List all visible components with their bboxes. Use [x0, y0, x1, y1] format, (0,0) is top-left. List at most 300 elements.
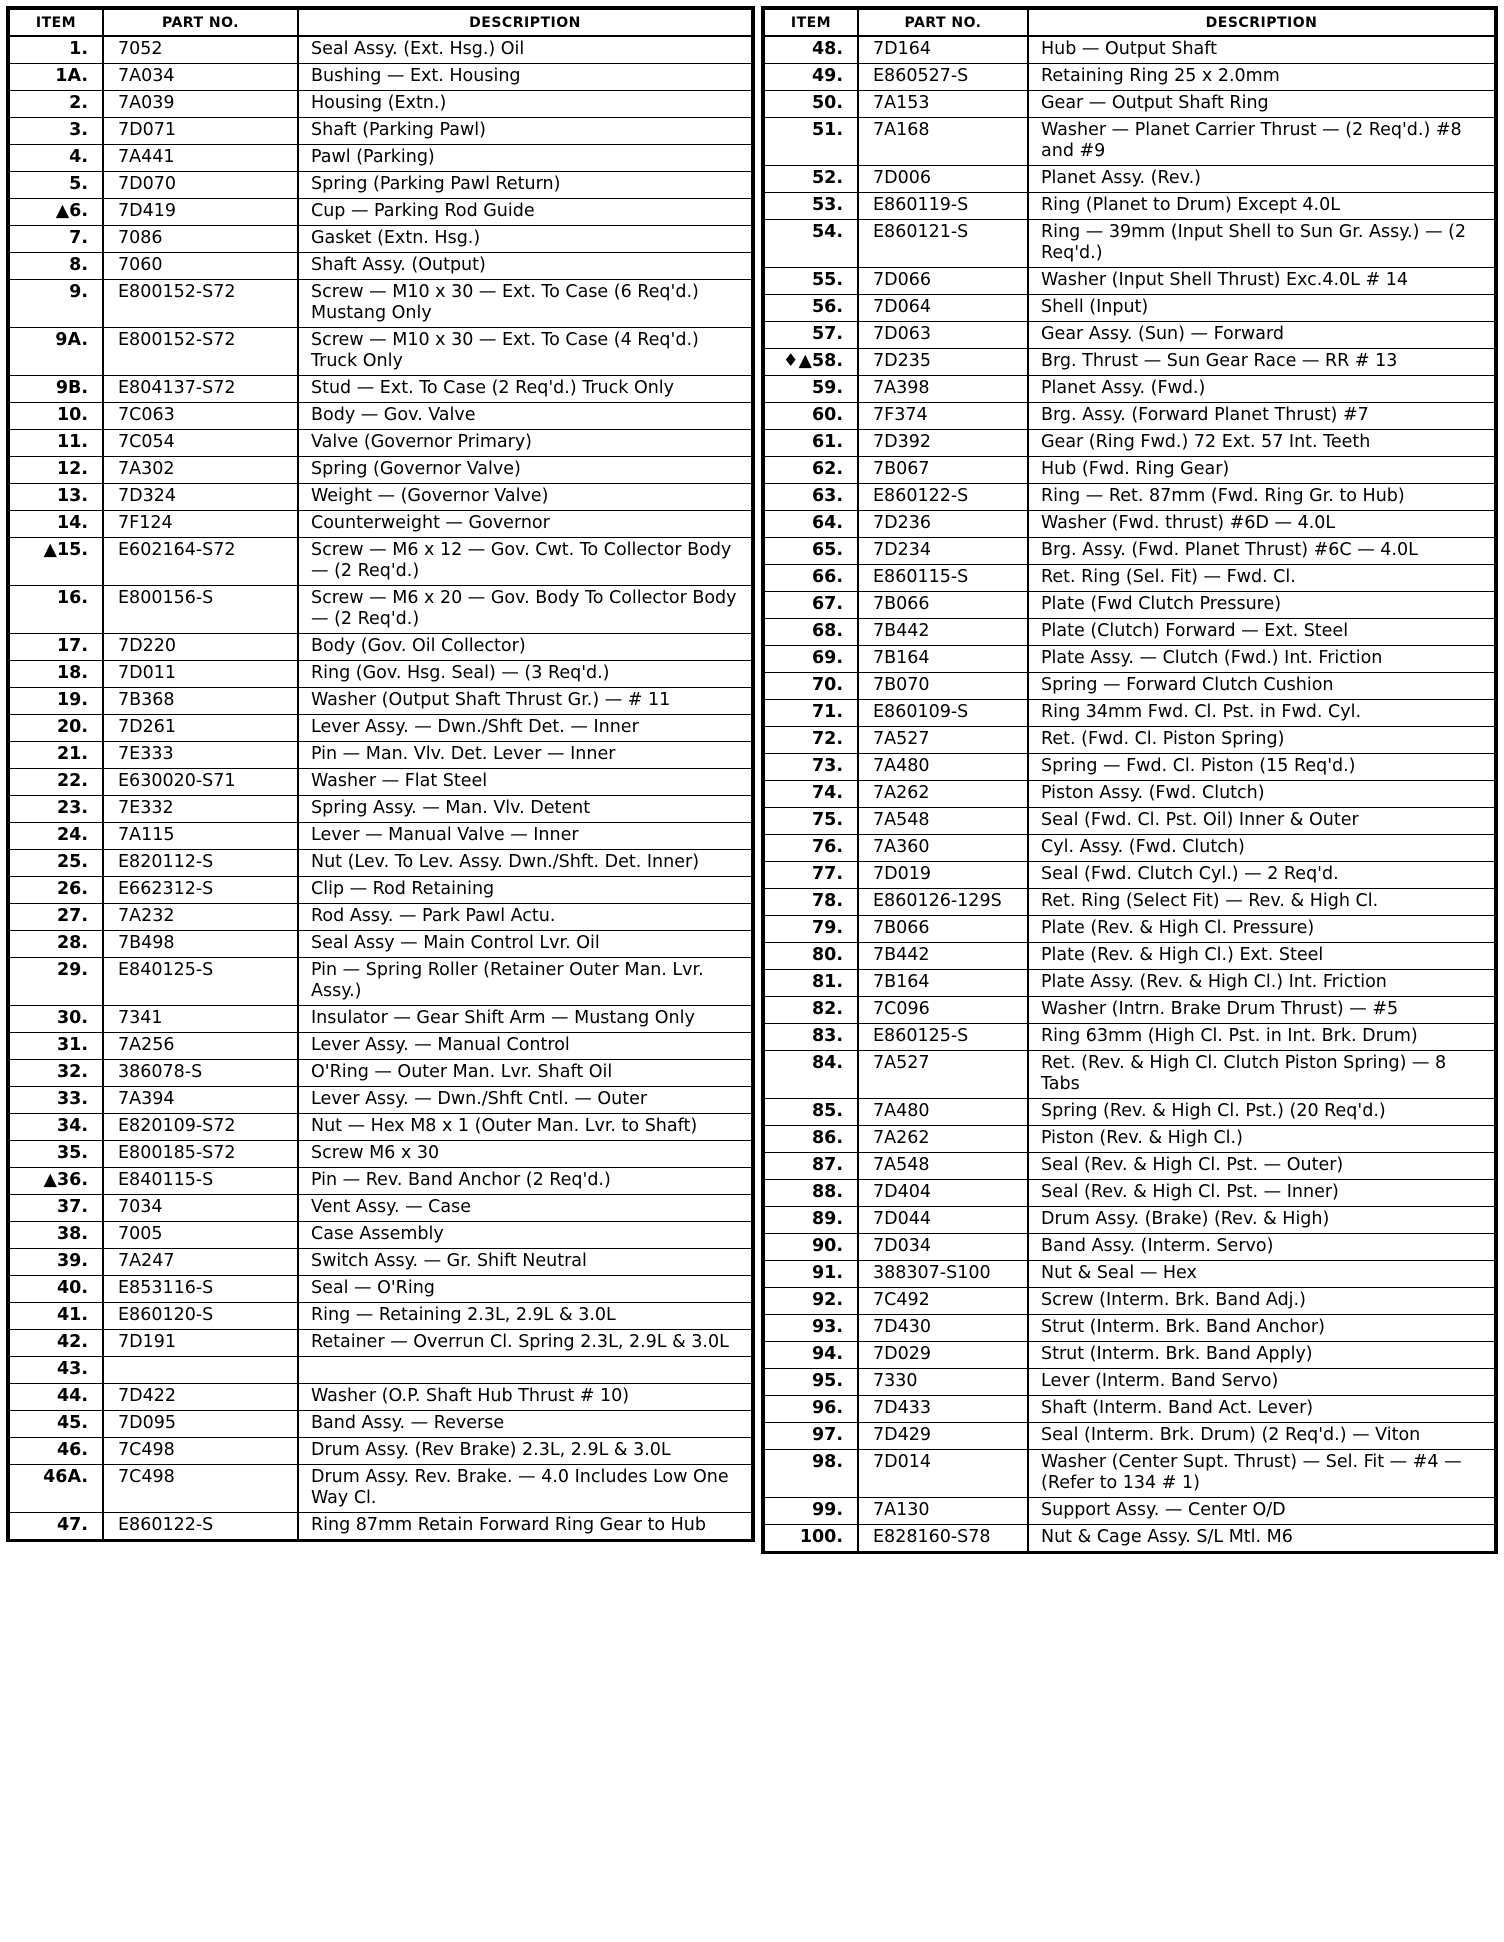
- item-cell: 51.: [764, 118, 858, 166]
- table-row: [764, 1207, 1495, 1234]
- description-cell: Nut (Lev. To Lev. Assy. Dwn./Shft. Det. Inner): [298, 850, 752, 877]
- table-row: [764, 997, 1495, 1024]
- item-cell: 57.: [764, 322, 858, 349]
- description-cell: Seal (Rev. & High Cl. Pst. — Outer): [1028, 1153, 1495, 1180]
- table-row: [764, 484, 1495, 511]
- description-cell: Gasket (Extn. Hsg.): [298, 226, 752, 253]
- description-cell: Cup — Parking Rod Guide: [298, 199, 752, 226]
- description-cell: Seal Assy — Main Control Lvr. Oil: [298, 931, 752, 958]
- part-no-cell: E840125-S: [103, 958, 298, 1006]
- table-row: [764, 754, 1495, 781]
- description-cell: Washer (Center Supt. Thrust) — Sel. Fit — #4 — (Refer to 134 # 1): [1028, 1450, 1495, 1498]
- description-cell: Rod Assy. — Park Pawl Actu.: [298, 904, 752, 931]
- item-cell: 97.: [764, 1423, 858, 1450]
- description-cell: Brg. Assy. (Fwd. Planet Thrust) #6C — 4.0L: [1028, 538, 1495, 565]
- table-row: [9, 715, 752, 742]
- table-row: [764, 322, 1495, 349]
- item-cell: 11.: [9, 430, 103, 457]
- item-cell: 28.: [9, 931, 103, 958]
- description-cell: Ring (Planet to Drum) Except 4.0L: [1028, 193, 1495, 220]
- item-cell: 27.: [9, 904, 103, 931]
- table-row: [764, 1450, 1495, 1498]
- description-cell: Body (Gov. Oil Collector): [298, 634, 752, 661]
- part-no-cell: 7C063: [103, 403, 298, 430]
- part-no-cell: 7D261: [103, 715, 298, 742]
- item-cell: 98.: [764, 1450, 858, 1498]
- item-cell: 63.: [764, 484, 858, 511]
- item-cell: ▲36.: [9, 1168, 103, 1195]
- part-no-cell: 7D236: [858, 511, 1028, 538]
- description-cell: Seal (Fwd. Clutch Cyl.) — 2 Req'd.: [1028, 862, 1495, 889]
- description-cell: Drum Assy. (Brake) (Rev. & High): [1028, 1207, 1495, 1234]
- table-row: [764, 835, 1495, 862]
- item-cell: 73.: [764, 754, 858, 781]
- part-no-cell: 7B164: [858, 646, 1028, 673]
- item-cell: 46.: [9, 1438, 103, 1465]
- description-cell: Ring — Ret. 87mm (Fwd. Ring Gr. to Hub): [1028, 484, 1495, 511]
- description-cell: Ring — Retaining 2.3L, 2.9L & 3.0L: [298, 1303, 752, 1330]
- part-no-cell: 7D433: [858, 1396, 1028, 1423]
- description-cell: Plate Assy. — Clutch (Fwd.) Int. Friction: [1028, 646, 1495, 673]
- table-row: [764, 268, 1495, 295]
- part-no-cell: 7A527: [858, 1051, 1028, 1099]
- item-cell: 69.: [764, 646, 858, 673]
- item-cell: 31.: [9, 1033, 103, 1060]
- part-no-cell: E804137-S72: [103, 376, 298, 403]
- part-no-cell: 7A115: [103, 823, 298, 850]
- item-cell: 44.: [9, 1384, 103, 1411]
- item-cell: 42.: [9, 1330, 103, 1357]
- part-no-cell: 7A034: [103, 64, 298, 91]
- part-no-cell: E860126-129S: [858, 889, 1028, 916]
- description-cell: Retainer — Overrun Cl. Spring 2.3L, 2.9L & 3.0L: [298, 1330, 752, 1357]
- table-row: [9, 823, 752, 850]
- part-no-cell: 7B066: [858, 592, 1028, 619]
- item-cell: 82.: [764, 997, 858, 1024]
- description-cell: Nut & Seal — Hex: [1028, 1261, 1495, 1288]
- item-cell: 37.: [9, 1195, 103, 1222]
- description-cell: Hub — Output Shaft: [1028, 36, 1495, 64]
- table-row: [9, 118, 752, 145]
- part-no-cell: 7A262: [858, 1126, 1028, 1153]
- description-cell: Nut & Cage Assy. S/L Mtl. M6: [1028, 1525, 1495, 1552]
- table-row: [764, 673, 1495, 700]
- part-no-cell: 7D063: [858, 322, 1028, 349]
- item-cell: 35.: [9, 1141, 103, 1168]
- part-no-cell: 7D422: [103, 1384, 298, 1411]
- description-cell: Plate (Rev. & High Cl.) Ext. Steel: [1028, 943, 1495, 970]
- part-no-cell: 7D234: [858, 538, 1028, 565]
- table-row: [9, 769, 752, 796]
- item-cell: 12.: [9, 457, 103, 484]
- description-cell: Ret. (Fwd. Cl. Piston Spring): [1028, 727, 1495, 754]
- part-no-cell: 7C054: [103, 430, 298, 457]
- part-no-cell: 7D071: [103, 118, 298, 145]
- description-cell: Strut (Interm. Brk. Band Anchor): [1028, 1315, 1495, 1342]
- description-cell: Insulator — Gear Shift Arm — Mustang Only: [298, 1006, 752, 1033]
- item-cell: 46A.: [9, 1465, 103, 1513]
- description-cell: Ret. Ring (Select Fit) — Rev. & High Cl.: [1028, 889, 1495, 916]
- part-no-cell: 7B066: [858, 916, 1028, 943]
- item-cell: 18.: [9, 661, 103, 688]
- part-no-cell: 7D029: [858, 1342, 1028, 1369]
- table-row: [9, 1114, 752, 1141]
- item-cell: 40.: [9, 1276, 103, 1303]
- item-cell: 10.: [9, 403, 103, 430]
- part-no-cell: 7A168: [858, 118, 1028, 166]
- table-row: [764, 1261, 1495, 1288]
- item-cell: 80.: [764, 943, 858, 970]
- table-row: [9, 1141, 752, 1168]
- description-cell: Bushing — Ext. Housing: [298, 64, 752, 91]
- table-row: [764, 538, 1495, 565]
- part-no-cell: 7B070: [858, 673, 1028, 700]
- description-cell: Weight — (Governor Valve): [298, 484, 752, 511]
- part-no-cell: 7330: [858, 1369, 1028, 1396]
- table-row: [764, 1315, 1495, 1342]
- item-cell: 49.: [764, 64, 858, 91]
- part-no-cell: 7086: [103, 226, 298, 253]
- description-cell: Seal (Interm. Brk. Drum) (2 Req'd.) — Viton: [1028, 1423, 1495, 1450]
- table-header-row: [9, 9, 752, 36]
- part-no-cell: E860121-S: [858, 220, 1028, 268]
- item-cell: 52.: [764, 166, 858, 193]
- item-cell: 68.: [764, 619, 858, 646]
- description-cell: Ring — 39mm (Input Shell to Sun Gr. Assy.) — (2 Req'd.): [1028, 220, 1495, 268]
- item-cell: 95.: [764, 1369, 858, 1396]
- part-no-cell: 7D014: [858, 1450, 1028, 1498]
- table-row: [9, 1330, 752, 1357]
- part-no-cell: 7A039: [103, 91, 298, 118]
- table-row: [9, 931, 752, 958]
- table-row: [9, 1438, 752, 1465]
- part-no-cell: 7F374: [858, 403, 1028, 430]
- item-cell: 74.: [764, 781, 858, 808]
- item-cell: 75.: [764, 808, 858, 835]
- table-row: [9, 1513, 752, 1540]
- table-row: [764, 592, 1495, 619]
- description-cell: Washer (Output Shaft Thrust Gr.) — # 11: [298, 688, 752, 715]
- part-no-cell: 7A548: [858, 808, 1028, 835]
- description-cell: Lever Assy. — Dwn./Shft Det. — Inner: [298, 715, 752, 742]
- item-cell: 5.: [9, 172, 103, 199]
- table-row: [9, 742, 752, 769]
- table-row: [9, 226, 752, 253]
- item-cell: 30.: [9, 1006, 103, 1033]
- table-row: [9, 1060, 752, 1087]
- description-cell: Seal — O'Ring: [298, 1276, 752, 1303]
- part-no-cell: 7D430: [858, 1315, 1028, 1342]
- description-cell: Lever Assy. — Manual Control: [298, 1033, 752, 1060]
- description-cell: Screw — M6 x 12 — Gov. Cwt. To Collector Body — (2 Req'd.): [298, 538, 752, 586]
- description-cell: Hub (Fwd. Ring Gear): [1028, 457, 1495, 484]
- part-no-cell: E853116-S: [103, 1276, 298, 1303]
- part-no-cell: 7A441: [103, 145, 298, 172]
- part-no-cell: E860109-S: [858, 700, 1028, 727]
- table-row: [764, 1180, 1495, 1207]
- item-cell: 55.: [764, 268, 858, 295]
- description-cell: Pin — Spring Roller (Retainer Outer Man. Lvr. Assy.): [298, 958, 752, 1006]
- item-cell: 83.: [764, 1024, 858, 1051]
- item-cell: 56.: [764, 295, 858, 322]
- item-cell: 70.: [764, 673, 858, 700]
- part-no-cell: 7D011: [103, 661, 298, 688]
- table-row: [764, 1234, 1495, 1261]
- description-cell: Spring (Governor Valve): [298, 457, 752, 484]
- table-row: [764, 808, 1495, 835]
- table-row: [764, 64, 1495, 91]
- table-row: [764, 916, 1495, 943]
- part-no-cell: 7D164: [858, 36, 1028, 64]
- part-no-cell: E800152-S72: [103, 280, 298, 328]
- header-item: ITEM: [9, 9, 103, 36]
- item-cell: 8.: [9, 253, 103, 280]
- part-no-cell: 7052: [103, 36, 298, 64]
- table-row: [764, 943, 1495, 970]
- description-cell: Drum Assy. Rev. Brake. — 4.0 Includes Low One Way Cl.: [298, 1465, 752, 1513]
- table-row: [9, 877, 752, 904]
- item-cell: ▲6.: [9, 199, 103, 226]
- description-cell: Washer (Fwd. thrust) #6D — 4.0L: [1028, 511, 1495, 538]
- description-cell: Ret. Ring (Sel. Fit) — Fwd. Cl.: [1028, 565, 1495, 592]
- description-cell: Lever (Interm. Band Servo): [1028, 1369, 1495, 1396]
- part-no-cell: 7D220: [103, 634, 298, 661]
- table-row: [9, 904, 752, 931]
- table-row: [9, 1411, 752, 1438]
- description-cell: Counterweight — Governor: [298, 511, 752, 538]
- description-cell: Screw — M10 x 30 — Ext. To Case (4 Req'd.) Truck Only: [298, 328, 752, 376]
- part-no-cell: 7B498: [103, 931, 298, 958]
- item-cell: 50.: [764, 91, 858, 118]
- table-row: [9, 586, 752, 634]
- table-row: [764, 403, 1495, 430]
- description-cell: Seal (Rev. & High Cl. Pst. — Inner): [1028, 1180, 1495, 1207]
- part-no-cell: 7A262: [858, 781, 1028, 808]
- description-cell: Housing (Extn.): [298, 91, 752, 118]
- part-no-cell: E800156-S: [103, 586, 298, 634]
- part-no-cell: E820109-S72: [103, 1114, 298, 1141]
- item-cell: 78.: [764, 889, 858, 916]
- item-cell: 59.: [764, 376, 858, 403]
- table-row: [764, 646, 1495, 673]
- table-row: [9, 145, 752, 172]
- parts-table-left-body: [9, 36, 752, 1540]
- part-no-cell: 7D006: [858, 166, 1028, 193]
- item-cell: 72.: [764, 727, 858, 754]
- table-row: [764, 36, 1495, 64]
- part-no-cell: E820112-S: [103, 850, 298, 877]
- table-row: [9, 1033, 752, 1060]
- item-cell: 86.: [764, 1126, 858, 1153]
- table-row: [9, 511, 752, 538]
- table-row: [764, 619, 1495, 646]
- description-cell: Pawl (Parking): [298, 145, 752, 172]
- description-cell: Gear — Output Shaft Ring: [1028, 91, 1495, 118]
- description-cell: Ring 34mm Fwd. Cl. Pst. in Fwd. Cyl.: [1028, 700, 1495, 727]
- description-cell: Gear (Ring Fwd.) 72 Ext. 57 Int. Teeth: [1028, 430, 1495, 457]
- description-cell: Valve (Governor Primary): [298, 430, 752, 457]
- table-row: [9, 1303, 752, 1330]
- item-cell: 4.: [9, 145, 103, 172]
- item-cell: 9A.: [9, 328, 103, 376]
- part-no-cell: 7005: [103, 1222, 298, 1249]
- item-cell: 85.: [764, 1099, 858, 1126]
- part-no-cell: E662312-S: [103, 877, 298, 904]
- part-no-cell: 7A360: [858, 835, 1028, 862]
- table-row: [9, 36, 752, 64]
- part-no-cell: E860119-S: [858, 193, 1028, 220]
- table-row: [764, 1288, 1495, 1315]
- item-cell: 67.: [764, 592, 858, 619]
- description-cell: Band Assy. (Interm. Servo): [1028, 1234, 1495, 1261]
- description-cell: Ring 87mm Retain Forward Ring Gear to Hub: [298, 1513, 752, 1540]
- description-cell: Shell (Input): [1028, 295, 1495, 322]
- table-row: [764, 1342, 1495, 1369]
- item-cell: 47.: [9, 1513, 103, 1540]
- part-no-cell: 7D066: [858, 268, 1028, 295]
- table-row: [764, 1024, 1495, 1051]
- item-cell: 96.: [764, 1396, 858, 1423]
- part-no-cell: 7A480: [858, 1099, 1028, 1126]
- description-cell: Lever Assy. — Dwn./Shft Cntl. — Outer: [298, 1087, 752, 1114]
- table-row: [9, 634, 752, 661]
- table-row: [9, 253, 752, 280]
- description-cell: Drum Assy. (Rev Brake) 2.3L, 2.9L & 3.0L: [298, 1438, 752, 1465]
- item-cell: 62.: [764, 457, 858, 484]
- part-no-cell: 7D324: [103, 484, 298, 511]
- description-cell: Cyl. Assy. (Fwd. Clutch): [1028, 835, 1495, 862]
- description-cell: Brg. Thrust — Sun Gear Race — RR # 13: [1028, 349, 1495, 376]
- item-cell: 76.: [764, 835, 858, 862]
- table-row: [9, 1249, 752, 1276]
- description-cell: Band Assy. — Reverse: [298, 1411, 752, 1438]
- item-cell: 17.: [9, 634, 103, 661]
- part-no-cell: 7D429: [858, 1423, 1028, 1450]
- item-cell: 7.: [9, 226, 103, 253]
- description-cell: O'Ring — Outer Man. Lvr. Shaft Oil: [298, 1060, 752, 1087]
- part-no-cell: 7E332: [103, 796, 298, 823]
- description-cell: Gear Assy. (Sun) — Forward: [1028, 322, 1495, 349]
- item-cell: 34.: [9, 1114, 103, 1141]
- part-no-cell: E630020-S71: [103, 769, 298, 796]
- table-row: [764, 1369, 1495, 1396]
- table-row: [9, 328, 752, 376]
- part-no-cell: 7D419: [103, 199, 298, 226]
- part-no-cell: 7A130: [858, 1498, 1028, 1525]
- item-cell: 93.: [764, 1315, 858, 1342]
- description-cell: Seal (Fwd. Cl. Pst. Oil) Inner & Outer: [1028, 808, 1495, 835]
- part-no-cell: 7C492: [858, 1288, 1028, 1315]
- item-cell: 45.: [9, 1411, 103, 1438]
- header-part-no: PART NO.: [103, 9, 298, 36]
- item-cell: 1A.: [9, 64, 103, 91]
- item-cell: 20.: [9, 715, 103, 742]
- part-no-cell: E860120-S: [103, 1303, 298, 1330]
- item-cell: 64.: [764, 511, 858, 538]
- table-row: [764, 1396, 1495, 1423]
- table-row: [9, 457, 752, 484]
- description-cell: Washer — Planet Carrier Thrust — (2 Req'd.) #8 and #9: [1028, 118, 1495, 166]
- description-cell: Plate (Rev. & High Cl. Pressure): [1028, 916, 1495, 943]
- table-row: [764, 1099, 1495, 1126]
- part-no-cell: 7E333: [103, 742, 298, 769]
- description-cell: Spring (Parking Pawl Return): [298, 172, 752, 199]
- description-cell: Spring (Rev. & High Cl. Pst.) (20 Req'd.): [1028, 1099, 1495, 1126]
- description-cell: Ret. (Rev. & High Cl. Clutch Piston Spring) — 8 Tabs: [1028, 1051, 1495, 1099]
- table-row: [9, 1276, 752, 1303]
- description-cell: Piston (Rev. & High Cl.): [1028, 1126, 1495, 1153]
- description-cell: Planet Assy. (Rev.): [1028, 166, 1495, 193]
- table-row: [9, 958, 752, 1006]
- table-row: [764, 781, 1495, 808]
- part-no-cell: 7D235: [858, 349, 1028, 376]
- table-row: [9, 403, 752, 430]
- table-row: [9, 850, 752, 877]
- parts-table-right-body: [764, 36, 1495, 1552]
- table-row: [764, 1126, 1495, 1153]
- table-row: [764, 511, 1495, 538]
- part-no-cell: 7D044: [858, 1207, 1028, 1234]
- item-cell: 60.: [764, 403, 858, 430]
- table-row: [9, 1357, 752, 1384]
- table-row: [764, 727, 1495, 754]
- item-cell: 32.: [9, 1060, 103, 1087]
- item-cell: 100.: [764, 1525, 858, 1552]
- part-no-cell: E860115-S: [858, 565, 1028, 592]
- table-row: [9, 172, 752, 199]
- item-cell: 53.: [764, 193, 858, 220]
- item-cell: 91.: [764, 1261, 858, 1288]
- part-no-cell: 7034: [103, 1195, 298, 1222]
- part-no-cell: 7A398: [858, 376, 1028, 403]
- part-no-cell: 7A232: [103, 904, 298, 931]
- table-row: [9, 1006, 752, 1033]
- description-cell: Washer (Input Shell Thrust) Exc.4.0L # 14: [1028, 268, 1495, 295]
- description-cell: Brg. Assy. (Forward Planet Thrust) #7: [1028, 403, 1495, 430]
- part-no-cell: 7D034: [858, 1234, 1028, 1261]
- table-row: [9, 1222, 752, 1249]
- description-cell: Seal Assy. (Ext. Hsg.) Oil: [298, 36, 752, 64]
- item-cell: ♦▲58.: [764, 349, 858, 376]
- part-no-cell: 7B442: [858, 943, 1028, 970]
- description-cell: Support Assy. — Center O/D: [1028, 1498, 1495, 1525]
- part-no-cell: 7C096: [858, 997, 1028, 1024]
- description-cell: Shaft (Parking Pawl): [298, 118, 752, 145]
- part-no-cell: 7341: [103, 1006, 298, 1033]
- description-cell: Spring — Forward Clutch Cushion: [1028, 673, 1495, 700]
- description-cell: Shaft Assy. (Output): [298, 253, 752, 280]
- table-row: [764, 1153, 1495, 1180]
- table-row: [9, 796, 752, 823]
- item-cell: 19.: [9, 688, 103, 715]
- description-cell: Pin — Rev. Band Anchor (2 Req'd.): [298, 1168, 752, 1195]
- item-cell: 1.: [9, 36, 103, 64]
- header-description: DESCRIPTION: [298, 9, 752, 36]
- item-cell: 24.: [9, 823, 103, 850]
- item-cell: 13.: [9, 484, 103, 511]
- description-cell: Strut (Interm. Brk. Band Apply): [1028, 1342, 1495, 1369]
- part-no-cell: 7B442: [858, 619, 1028, 646]
- part-no-cell: E860122-S: [858, 484, 1028, 511]
- description-cell: Screw M6 x 30: [298, 1141, 752, 1168]
- item-cell: 88.: [764, 1180, 858, 1207]
- table-row: [764, 700, 1495, 727]
- item-cell: 33.: [9, 1087, 103, 1114]
- description-cell: Washer (Intrn. Brake Drum Thrust) — #5: [1028, 997, 1495, 1024]
- item-cell: 9.: [9, 280, 103, 328]
- table-row: [9, 280, 752, 328]
- description-cell: [298, 1357, 752, 1384]
